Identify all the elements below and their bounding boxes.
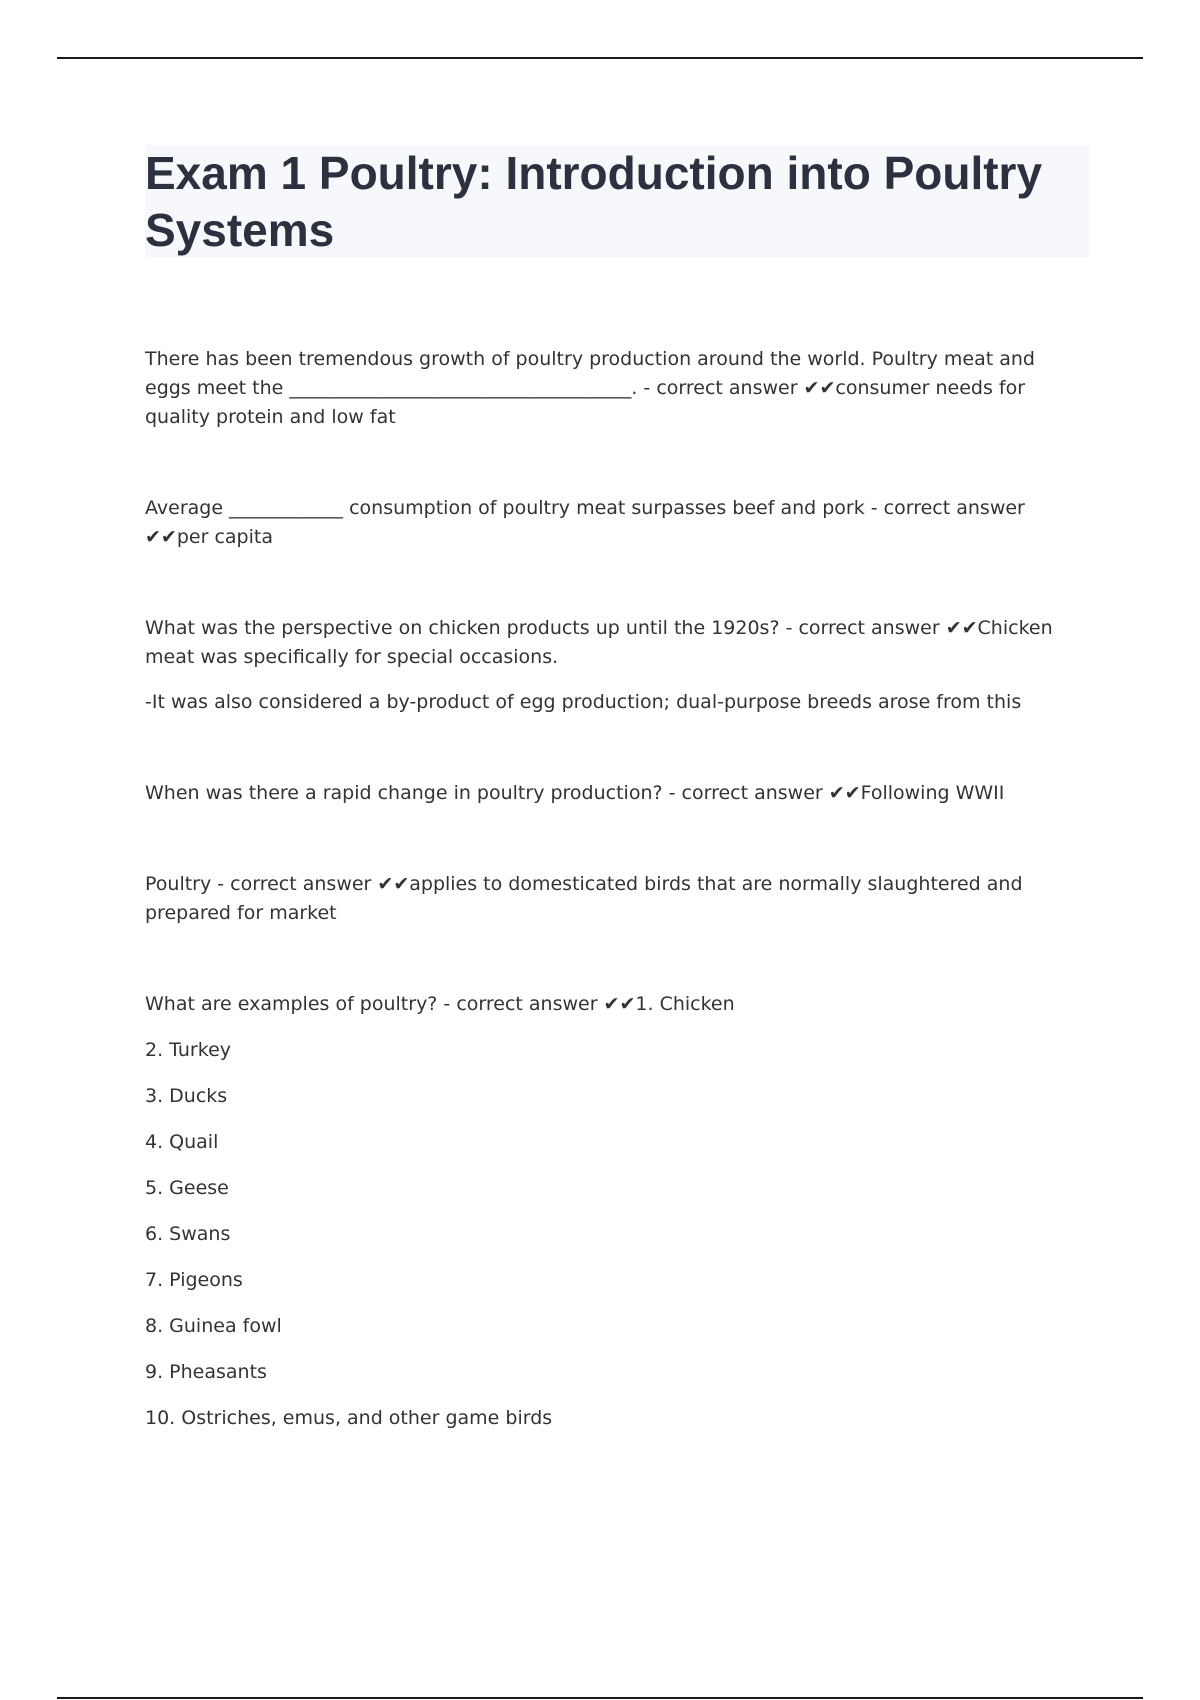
list-item: 8. Guinea fowl — [145, 1315, 282, 1337]
list-item: 5. Geese — [145, 1177, 229, 1199]
qa-item-2: Average ____________ consumption of poultry meat surpasses beef and pork - correct answer ✔✔per capita — [145, 497, 1025, 548]
top-rule — [57, 57, 1143, 59]
qa-item-4: When was there a rapid change in poultry production? - correct answer ✔✔Following WWII — [145, 782, 1005, 804]
qa-item-1: There has been tremendous growth of poultry production around the world. Poultry meat and eggs meet the ____________________________________. - correct answer ✔✔consumer needs for quality protein and low fat — [145, 348, 1035, 428]
document-body — [145, 345, 1080, 1433]
list-item: 10. Ostriches, emus, and other game birds — [145, 1407, 553, 1429]
list-item: 7. Pigeons — [145, 1269, 243, 1291]
list-item: 3. Ducks — [145, 1085, 228, 1107]
document-title: Exam 1 Poultry: Introduction into Poultry Systems — [145, 147, 1043, 256]
list-item: 6. Swans — [145, 1223, 231, 1245]
qa-item-5: Poultry - correct answer ✔✔applies to domesticated birds that are normally slaughtered and prepared for market — [145, 873, 1023, 924]
list-item: 2. Turkey — [145, 1039, 232, 1061]
qa-item-3: What was the perspective on chicken products up until the 1920s? - correct answer ✔✔Chicken meat was specifically for special occasions. — [145, 617, 1053, 668]
list-item: 9. Pheasants — [145, 1361, 267, 1383]
list-item: 4. Quail — [145, 1131, 219, 1153]
bottom-rule — [57, 1697, 1143, 1699]
qa-item-6: What are examples of poultry? - correct answer ✔✔1. Chicken — [145, 993, 735, 1015]
qa-item-3-extra: -It was also considered a by-product of egg production; dual-purpose breeds arose from this — [145, 691, 1022, 713]
title-banner — [145, 145, 1089, 257]
